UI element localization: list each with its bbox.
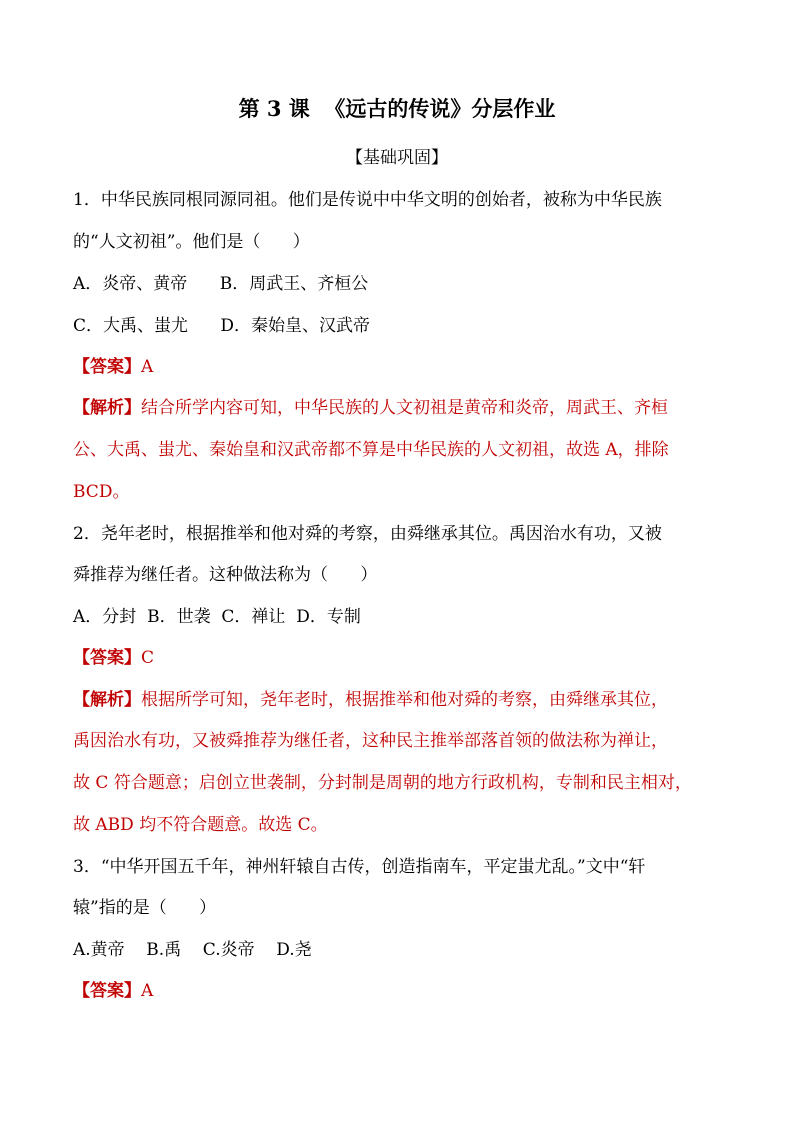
q1-options-line-2: C．大禹、蚩尤 D．秦始皇、汉武帝: [73, 316, 371, 336]
q1-analysis-line-3: BCD。: [73, 482, 130, 502]
q1-analysis-text-1: 结合所学内容可知，中华民族的人文初祖是黄帝和炎帝，周武王、齐桓: [141, 398, 668, 418]
q3-options-line-1: A.黄帝 B.禹 C.炎帝 D.尧: [73, 940, 312, 960]
q1-analysis-line-2: 公、大禹、蚩尤、秦始皇和汉武帝都不算是中华民族的人文初祖，故选 A，排除: [73, 440, 669, 460]
q3-stem-line-1: 3．“中华开国五千年，神州轩辕自古传，创造指南车，平定蚩尤乱。”文中“轩: [73, 857, 646, 877]
q3-stem-line-2: 辕”指的是（ ）: [73, 898, 217, 918]
q2-stem-line-2: 舜推荐为继任者。这种做法称为（ ）: [73, 565, 378, 585]
q2-answer-value: C: [141, 648, 155, 668]
q1-stem-line-2: 的“人文初祖”。他们是（ ）: [73, 232, 310, 252]
analysis-label: 【解析】: [73, 398, 141, 418]
q1-options-line-1: A．炎帝、黄帝 B．周武王、齐桓公: [73, 274, 369, 294]
answer-label: 【答案】: [73, 357, 141, 377]
q2-analysis-line-1: [73, 686, 668, 714]
q2-analysis-text-1: 根据所学可知，尧年老时，根据推举和他对舜的考察，由舜继承其位，: [141, 690, 668, 710]
q1-answer: [73, 353, 153, 381]
q2-answer: [73, 644, 154, 672]
answer-label: 【答案】: [73, 981, 141, 1001]
q2-analysis-line-4: 故 ABD 均不符合题意。故选 C。: [73, 815, 328, 835]
q1-stem-line-1: 1．中华民族同根同源同祖。他们是传说中中华文明的创始者，被称为中华民族: [73, 190, 662, 210]
q2-analysis-line-3: 故 C 符合题意；启创立世袭制，分封制是周朝的地方行政机构，专制和民主相对，: [73, 773, 692, 793]
q1-analysis-line-1: [73, 394, 668, 422]
analysis-label: 【解析】: [73, 690, 141, 710]
q3-answer: [73, 977, 153, 1005]
q2-options-line-1: A．分封 B．世袭 C．禅让 D．专制: [73, 607, 361, 627]
q2-analysis-line-2: 禹因治水有功，又被舜推荐为继任者，这种民主推举部落首领的做法称为禅让，: [73, 731, 668, 751]
q3-answer-value: A: [141, 981, 154, 1001]
q2-stem-line-1: 2．尧年老时，根据推举和他对舜的考察，由舜继承其位。禹因治水有功，又被: [73, 524, 662, 544]
q1-answer-value: A: [141, 357, 154, 377]
answer-label: 【答案】: [73, 648, 141, 668]
section-heading: 【基础巩固】: [346, 148, 448, 168]
page-title: 第 3 课 《远古的传说》分层作业: [238, 96, 556, 121]
